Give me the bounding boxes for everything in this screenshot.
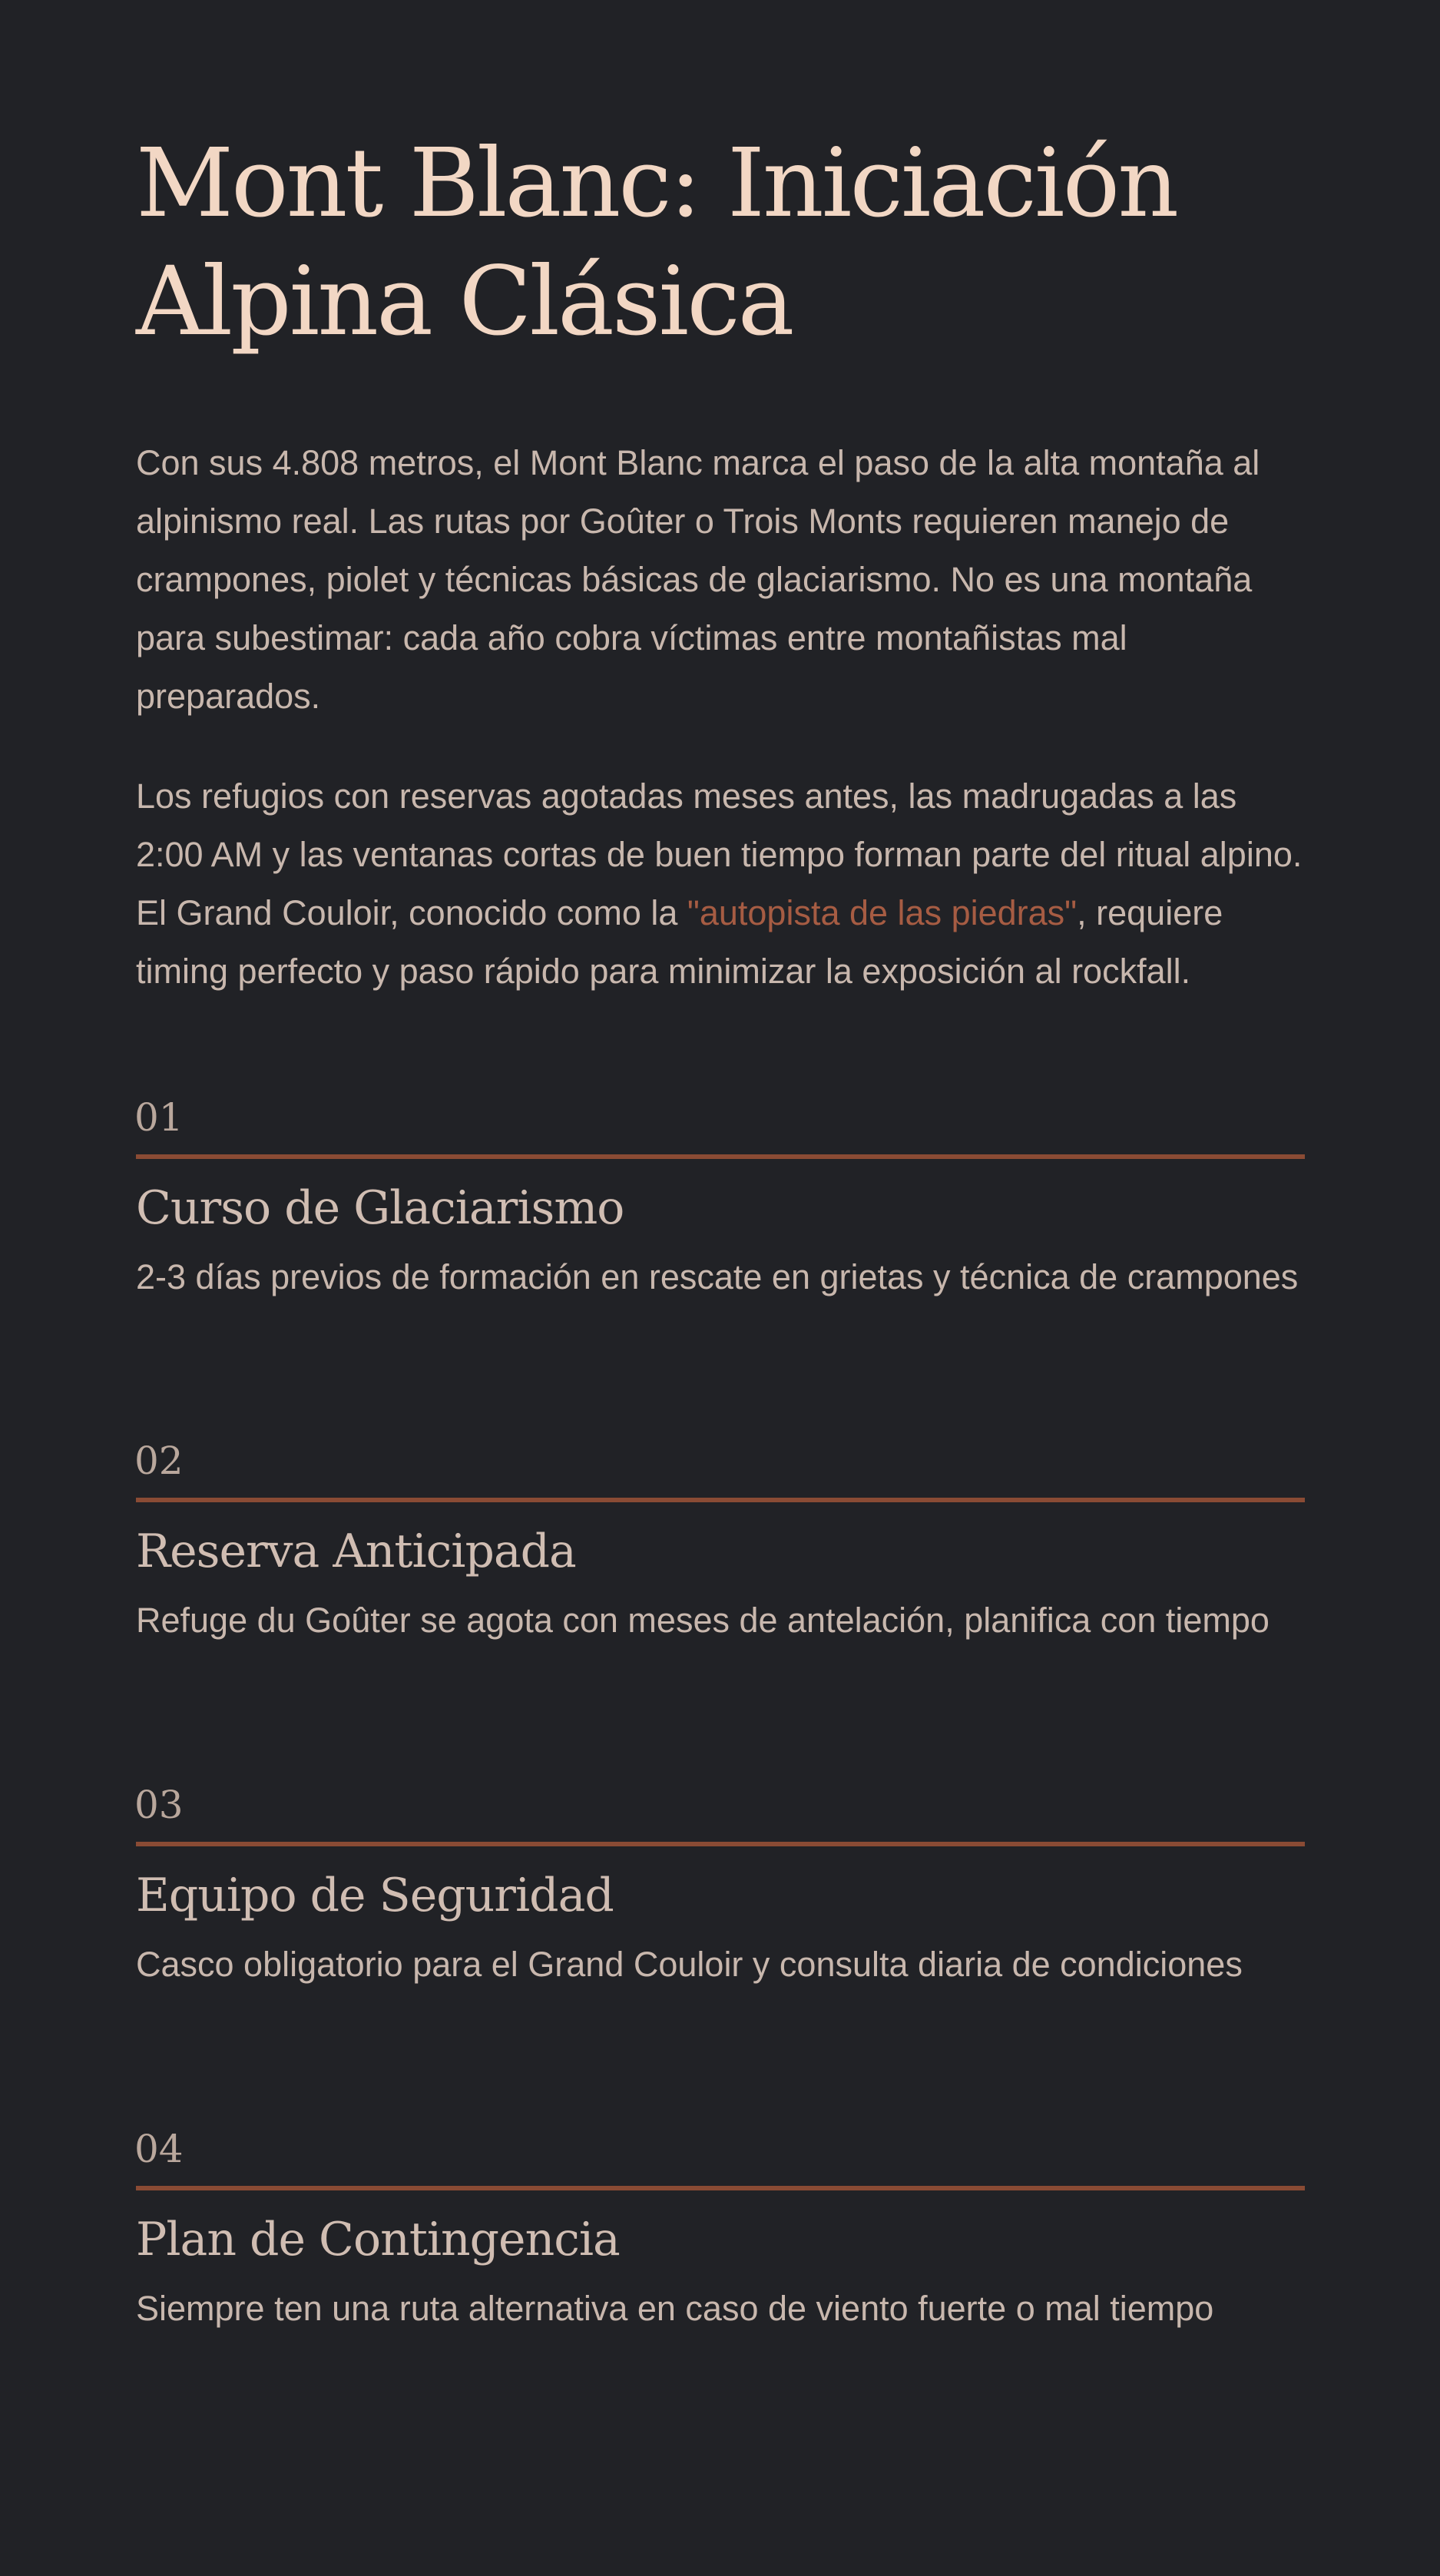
step-title: Curso de Glaciarismo <box>136 1181 624 1235</box>
step-description: Casco obligatorio para el Grand Couloir y consulta diaria de condiciones <box>136 1945 1243 1984</box>
step-title: Reserva Anticipada <box>136 1525 576 1578</box>
page-title: Mont Blanc: Iniciación Alpina Clásica <box>136 128 1177 357</box>
step-number: 01 <box>134 1095 184 1140</box>
intro-paragraph: Con sus 4.808 metros, el Mont Blanc marca el paso de la alta montaña al alpinismo real. Las rutas por Goûter o Trois Monts requieren manejo de crampones, piolet y técnicas básicas de glaciarismo. No es una montaña para subestimar: cada año cobra víctimas entre montañistas mal preparados. <box>136 443 1260 716</box>
step-title: Equipo de Seguridad <box>136 1869 614 1922</box>
step-divider <box>136 1498 1305 1502</box>
step-description: Refuge du Goûter se agota con meses de antelación, planifica con tiempo <box>136 1601 1270 1640</box>
step-divider <box>136 1154 1305 1159</box>
intro-paragraph <box>136 767 1305 1001</box>
highlighted-quote: "autopista de las piedras" <box>687 893 1078 932</box>
step-title: Plan de Contingencia <box>136 2213 620 2266</box>
intro-text: , requiere timing perfecto y paso rápido para minimizar la exposición al rockfall. <box>136 893 1223 991</box>
step-number: 03 <box>134 1783 184 1827</box>
step-divider <box>136 2186 1305 2190</box>
step-number: 04 <box>134 2127 184 2171</box>
step-description: Siempre ten una ruta alternativa en caso de viento fuerte o mal tiempo <box>136 2289 1214 2328</box>
intro-text: Los refugios con reservas agotadas meses antes, las madrugadas a las 2:00 AM y las ventanas cortas de buen tiempo forman parte del ritual alpino. El Grand Couloir, conocido como la <box>136 776 1303 932</box>
step-divider <box>136 1842 1305 1846</box>
step-number: 02 <box>134 1439 184 1483</box>
step-description: 2-3 días previos de formación en rescate en grietas y técnica de crampones <box>136 1257 1299 1296</box>
